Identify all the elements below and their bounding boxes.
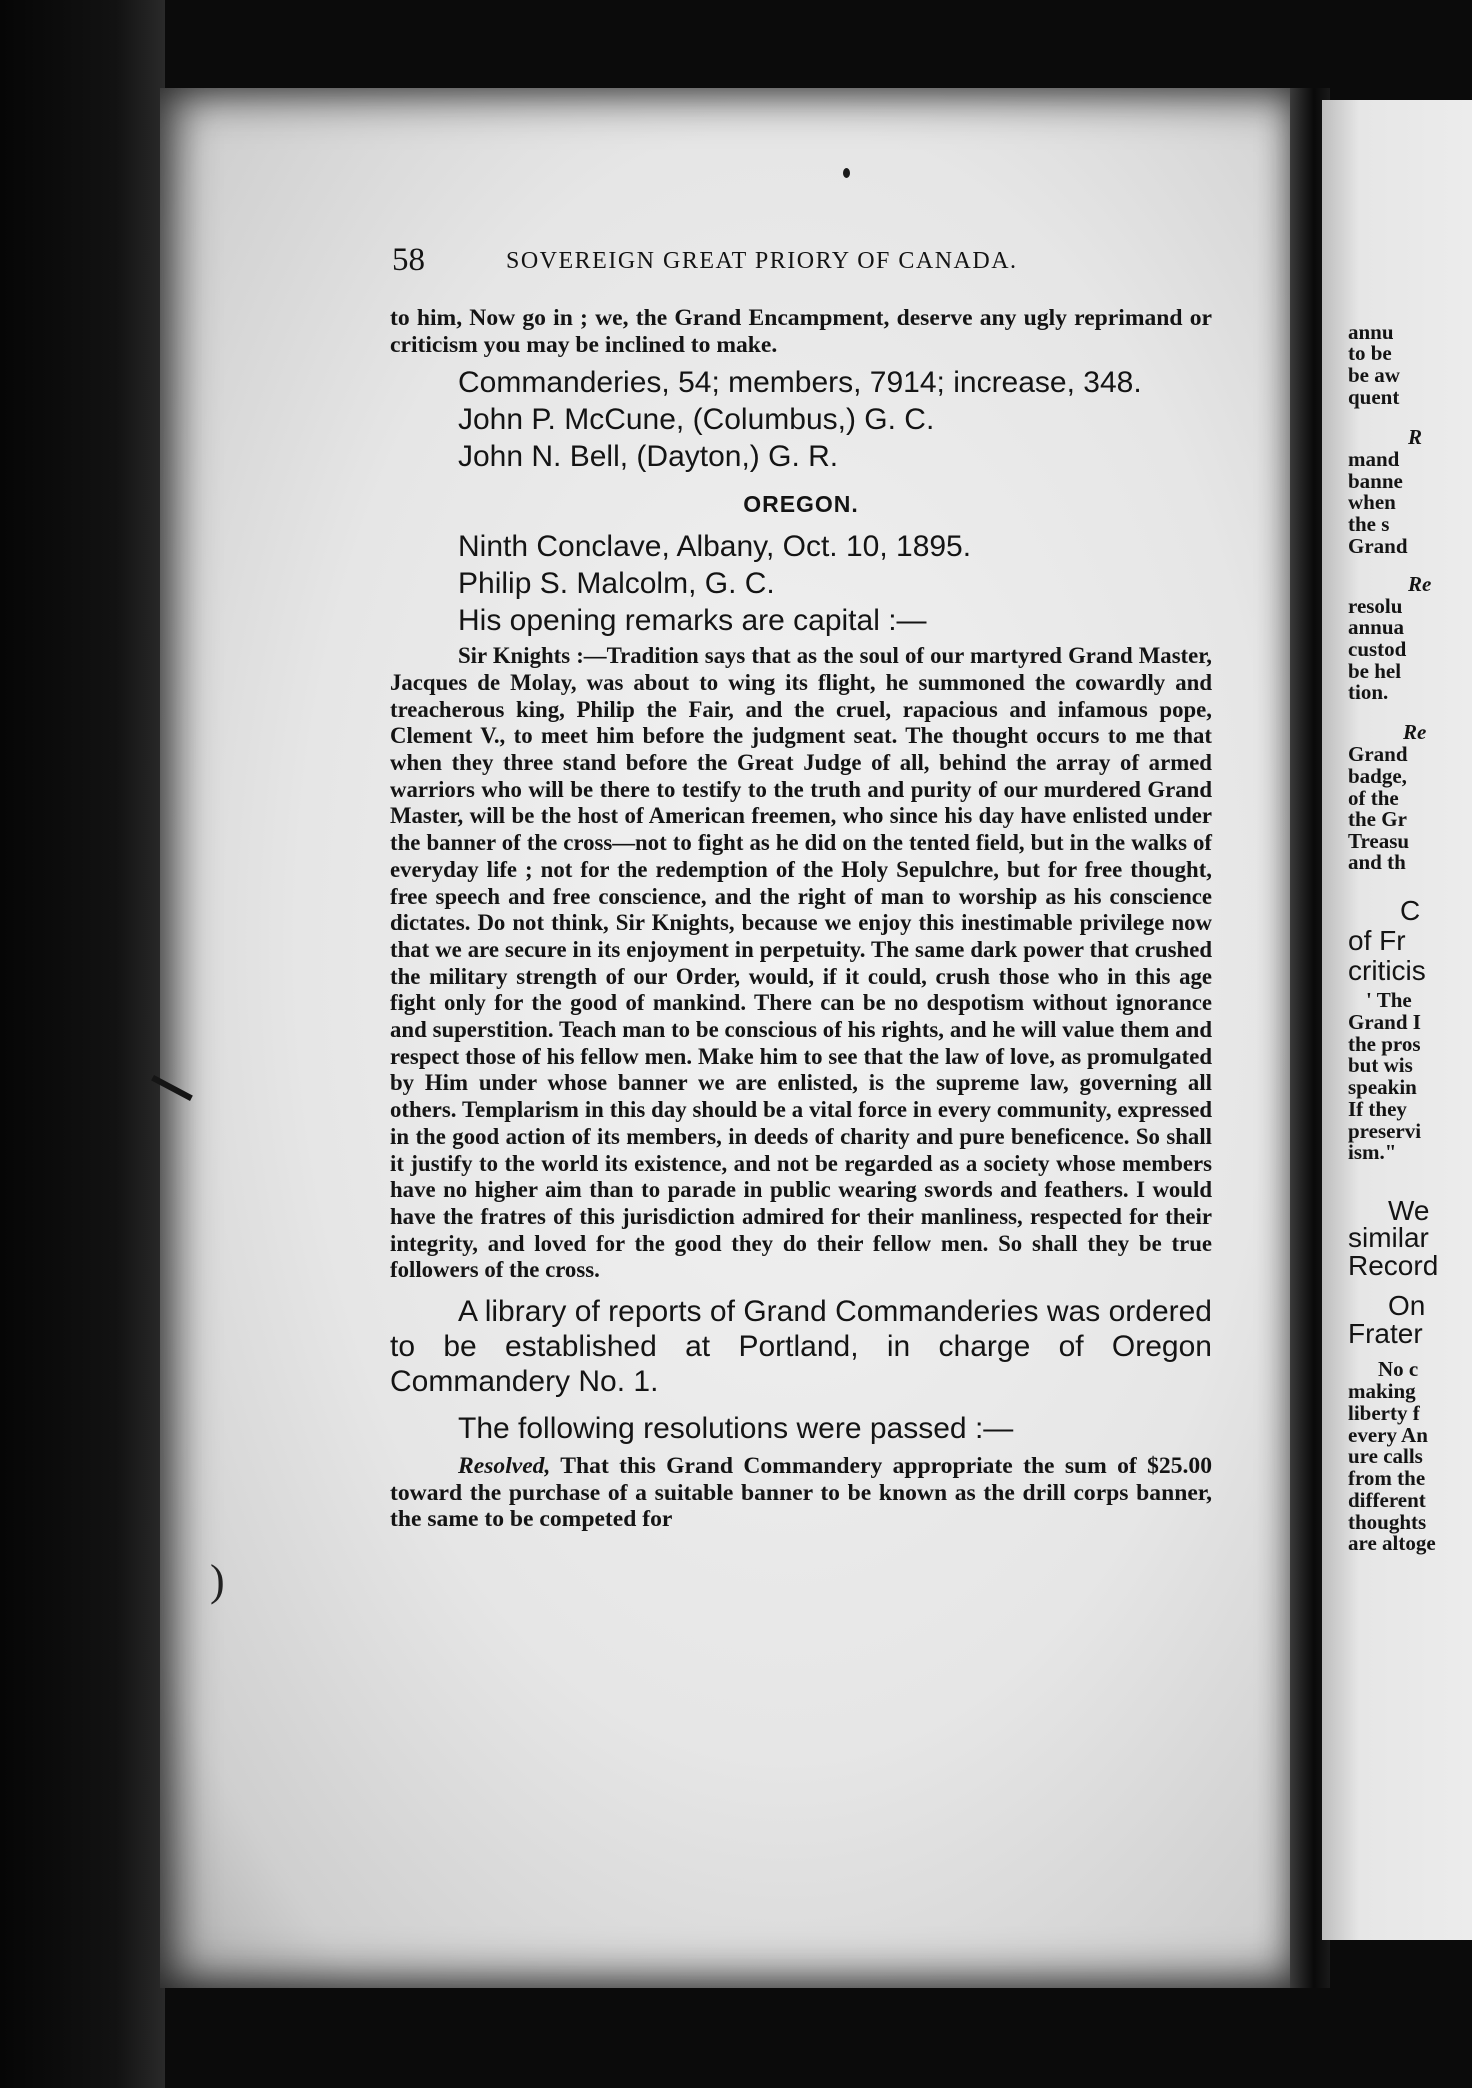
adjacent-page-text-fragment: Grand — [1348, 742, 1408, 766]
resolved-label: Resolved, — [458, 1453, 551, 1480]
page-content — [390, 305, 1212, 1533]
adjacent-page-text-fragment: Treasu — [1348, 829, 1410, 853]
adjacent-page-text-fragment: thoughts — [1348, 1510, 1427, 1534]
adjacent-page-text-fragment: Re — [1408, 572, 1432, 596]
adjacent-page-text-fragment: speakin — [1348, 1075, 1417, 1099]
adjacent-page-text-fragment: similar — [1348, 1222, 1429, 1253]
left-gutter — [0, 0, 165, 2088]
resolution-text: That this Grand Commandery appropriate the sum of $25.00 toward the purchase of a suitable banner to be known as the drill corps banner, the same to be competed for — [390, 1453, 1212, 1533]
adjacent-page-text-fragment: the s — [1348, 512, 1390, 536]
adjacent-page-text-fragment: Record — [1348, 1250, 1439, 1281]
oregon-line: Ninth Conclave, Albany, Oct. 10, 1895. — [458, 530, 972, 564]
resolutions-intro: The following resolutions were passed :— — [458, 1412, 1014, 1446]
adjacent-page-text-fragment: We — [1388, 1195, 1430, 1226]
adjacent-page-text-fragment: On — [1388, 1290, 1426, 1321]
adjacent-page-text-fragment: of Fr — [1348, 925, 1406, 956]
adjacent-page-text-fragment: Grand I — [1348, 1010, 1421, 1034]
ohio-statistics — [458, 364, 1212, 475]
adjacent-page-text-fragment: tion. — [1348, 680, 1389, 704]
stats-line: John P. McCune, (Columbus,) G. C. — [458, 403, 935, 437]
oregon-details — [458, 528, 1212, 639]
adjacent-page-text-fragment: ism." — [1348, 1140, 1397, 1164]
adjacent-page-text-fragment: resolu — [1348, 594, 1403, 618]
adjacent-page-text-fragment: annua — [1348, 615, 1405, 639]
adjacent-page-text-fragment: the Gr — [1348, 807, 1407, 831]
ink-speck — [843, 168, 850, 178]
adjacent-page-text-fragment: the pros — [1348, 1032, 1421, 1056]
oregon-line: His opening remarks are capital :— — [458, 604, 927, 638]
adjacent-page-text-fragment: preservi — [1348, 1119, 1422, 1143]
margin-bracket-mark: ) — [210, 1556, 225, 1605]
resolution-paragraph — [390, 1453, 1212, 1533]
adjacent-page-text-fragment: mand — [1348, 447, 1400, 471]
page-number: 58 — [392, 242, 425, 278]
adjacent-page-text-fragment: of the — [1348, 786, 1399, 810]
adjacent-page-text-fragment: but wis — [1348, 1053, 1413, 1077]
library-paragraph: A library of reports of Grand Commanderies was ordered to be established at Portland, in charge of Oregon Commandery No. 1. — [390, 1295, 1212, 1399]
adjacent-page-text-fragment: different — [1348, 1488, 1426, 1512]
section-title: OREGON. — [743, 491, 859, 518]
adjacent-page-text-fragment: No c — [1378, 1357, 1419, 1381]
opening-remarks-quote: Sir Knights :—Tradition says that as the soul of our martyred Grand Master, Jacques de Molay, was about to wing its flight, he summoned the cowardly and treacherous king, Philip the Fair, and the cruel, rapacious and infamous pope, Clement V., to meet him before the judgment seat. The thought occurs to me that when they three stand before the Great Judge of all, behind the array of armed warriors who will be there to testify to the truth and purity of our murdered Grand Master, will be the host of American freemen, who since his day have enlisted under the banner of the cross—not to fight as he did on the tented field, but in the walks of everyday life ; not for the redemption of the Holy Sepulchre, but for free thought, free speech and free conscience, and the right of man to worship as his conscience dictates. Do not think, Sir Knights, because we enjoy this inestimable privilege now that we are secure in its enjoyment in perpetuity. The same dark power that crushed the military strength of our Order, would, if it could, crush those who in this age fight only for the good of mankind. There can be no despotism without ignorance and superstition. Teach man to be conscious of his rights, and he will value them and respect those of his fellow men. Make him to see that the law of love, as promulgated by Him under whose banner we are enlisted, is the supreme law, governing all others. Templarism in this day should be a vital force in every community, expressed in the good action of its members, in deeds of charity and pure beneficence. So shall it justify to the world its existence, and not be regarded as a society whose members have no higher aim than to parade in public wearing swords and feathers. I would have the fratres of this jurisdiction admired for their manliness, respected for their integrity, and loved for the good they do their fellow men. So shall they be true followers of the cross. — [390, 643, 1212, 1283]
oregon-line: Philip S. Malcolm, G. C. — [458, 567, 775, 601]
running-head: SOVEREIGN GREAT PRIORY OF CANADA. — [506, 248, 1018, 274]
adjacent-page-text-fragment: be aw — [1348, 363, 1400, 387]
adjacent-page-text-fragment: custod — [1348, 637, 1407, 661]
adjacent-page-text-fragment: criticis — [1348, 955, 1426, 986]
adjacent-page-text-fragment: If they — [1348, 1097, 1407, 1121]
page-header — [392, 242, 1212, 282]
stats-line: Commanderies, 54; members, 7914; increase, 348. — [458, 366, 1142, 400]
adjacent-page-text-fragment: ' The — [1366, 988, 1412, 1012]
stats-line: John N. Bell, (Dayton,) G. R. — [458, 440, 839, 474]
adjacent-page-text-fragment: and th — [1348, 850, 1406, 874]
adjacent-page-text-fragment: annu — [1348, 320, 1394, 344]
adjacent-page-text-fragment: be hel — [1348, 659, 1402, 683]
adjacent-page-text-fragment: banne — [1348, 469, 1403, 493]
adjacent-page-text-fragment: are altoge — [1348, 1531, 1436, 1555]
adjacent-page-text-fragment: R — [1408, 425, 1423, 449]
adjacent-page-text-fragment: liberty f — [1348, 1401, 1420, 1425]
adjacent-page-text-fragment: C — [1400, 895, 1421, 926]
adjacent-page-text-fragment: Grand — [1348, 534, 1408, 558]
adjacent-page-text-fragment: Frater — [1348, 1318, 1423, 1349]
adjacent-page-text-fragment: quent — [1348, 385, 1400, 409]
adjacent-page-text-fragment: every An — [1348, 1423, 1428, 1447]
adjacent-page-text-fragment: when — [1348, 490, 1396, 514]
adjacent-page-text-fragment: ure calls — [1348, 1444, 1423, 1468]
adjacent-page-text-fragment: making — [1348, 1379, 1416, 1403]
adjacent-page-fragment — [1322, 100, 1472, 1940]
adjacent-page-text-fragment: badge, — [1348, 764, 1407, 788]
adjacent-page-text-fragment: from the — [1348, 1466, 1426, 1490]
adjacent-page-text-fragment: to be — [1348, 341, 1392, 365]
intro-paragraph: to him, Now go in ; we, the Grand Encampment, deserve any ugly reprimand or criticism you may be inclined to make. — [390, 305, 1212, 358]
adjacent-page-text-fragment: Re — [1403, 720, 1427, 744]
